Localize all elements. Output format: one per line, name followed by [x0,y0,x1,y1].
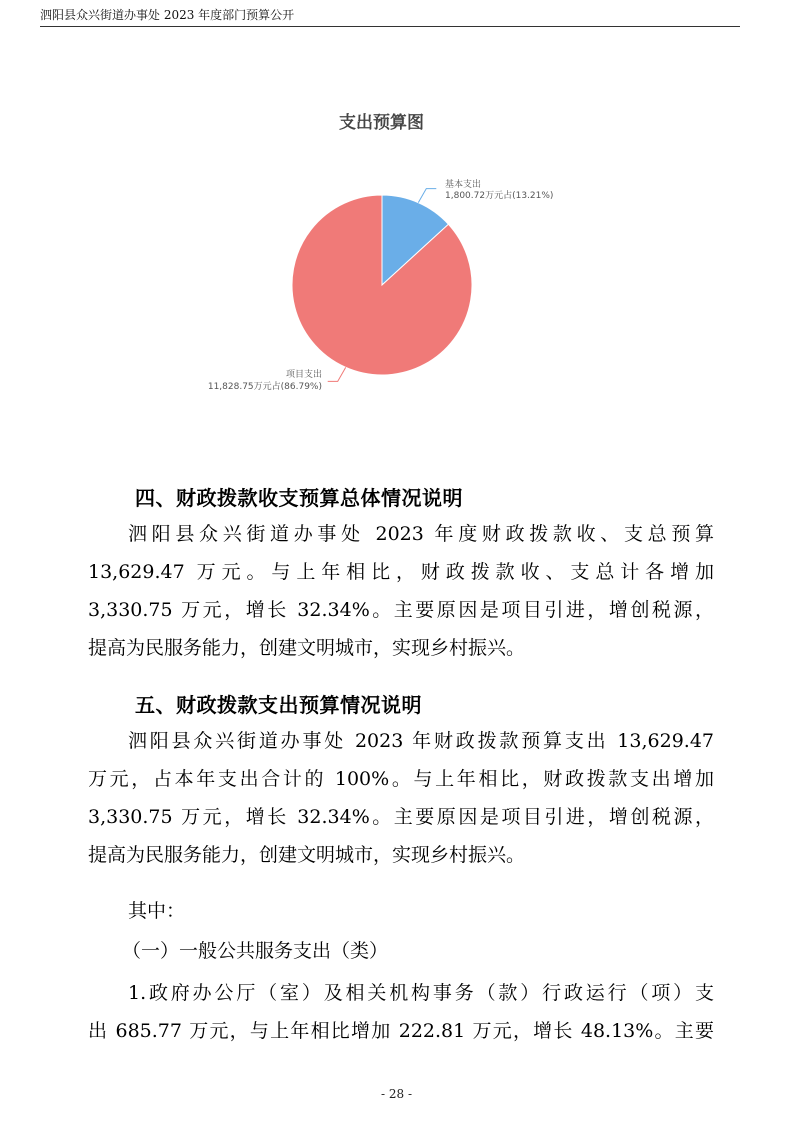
qizhong-label: 其中： [128,900,186,922]
slice-label-name-basic: 基本支出 [445,180,482,190]
section-4-line: 泗阳县众兴街道办事处 2023 年度财政拨款收、支总预算 [128,523,714,545]
chart-title: 支出预算图 [339,113,424,133]
item-1-line: 出 685.77 万元，与上年相比增加 222.81 万元，增长 48.13%。主要 [88,1020,714,1042]
section-5-body [88,722,714,874]
section-5-line: 万元，占本年支出合计的 100%。与上年相比，财政拨款支出增加 [88,768,714,790]
section-4-line: 提高为民服务能力，创建文明城市，实现乡村振兴。 [88,637,526,659]
item-1-line: 1.政府办公厅（室）及相关机构事务（款）行政运行（项）支 [128,982,714,1004]
section-5-heading: 五、财政拨款支出预算情况说明 [135,693,422,717]
leader-line-project [328,367,346,381]
section-4-line: 3,330.75 万元，增长 32.34%。主要原因是项目引进，增创税源， [88,599,714,621]
section-4-line: 13,629.47 万元。与上年相比，财政拨款收、支总计各增加 [88,561,714,583]
section-4-heading: 四、财政拨款收支预算总体情况说明 [135,486,463,510]
page-number: - 28 - [380,1087,412,1101]
slice-label-value-basic: 1,800.72万元占(13.21%) [445,191,554,201]
sub-heading: （一）一般公共服务支出（类） [122,940,389,962]
slice-label-name-project: 项目支出 [285,370,322,380]
slice-label-value-project: 11,828.75万元占(86.79%) [207,382,322,392]
section-5-line: 3,330.75 万元，增长 32.34%。主要原因是项目引进，增创税源， [88,806,714,828]
section-4-body [88,515,714,667]
page-header: 泗阳县众兴街道办事处 2023 年度部门预算公开 [40,8,295,22]
section-5-line: 泗阳县众兴街道办事处 2023 年财政拨款预算支出 13,629.47 [128,730,714,752]
leader-line-basic [418,189,436,203]
section-5-line: 提高为民服务能力，创建文明城市，实现乡村振兴。 [88,844,526,866]
item-1-body [88,974,714,1050]
